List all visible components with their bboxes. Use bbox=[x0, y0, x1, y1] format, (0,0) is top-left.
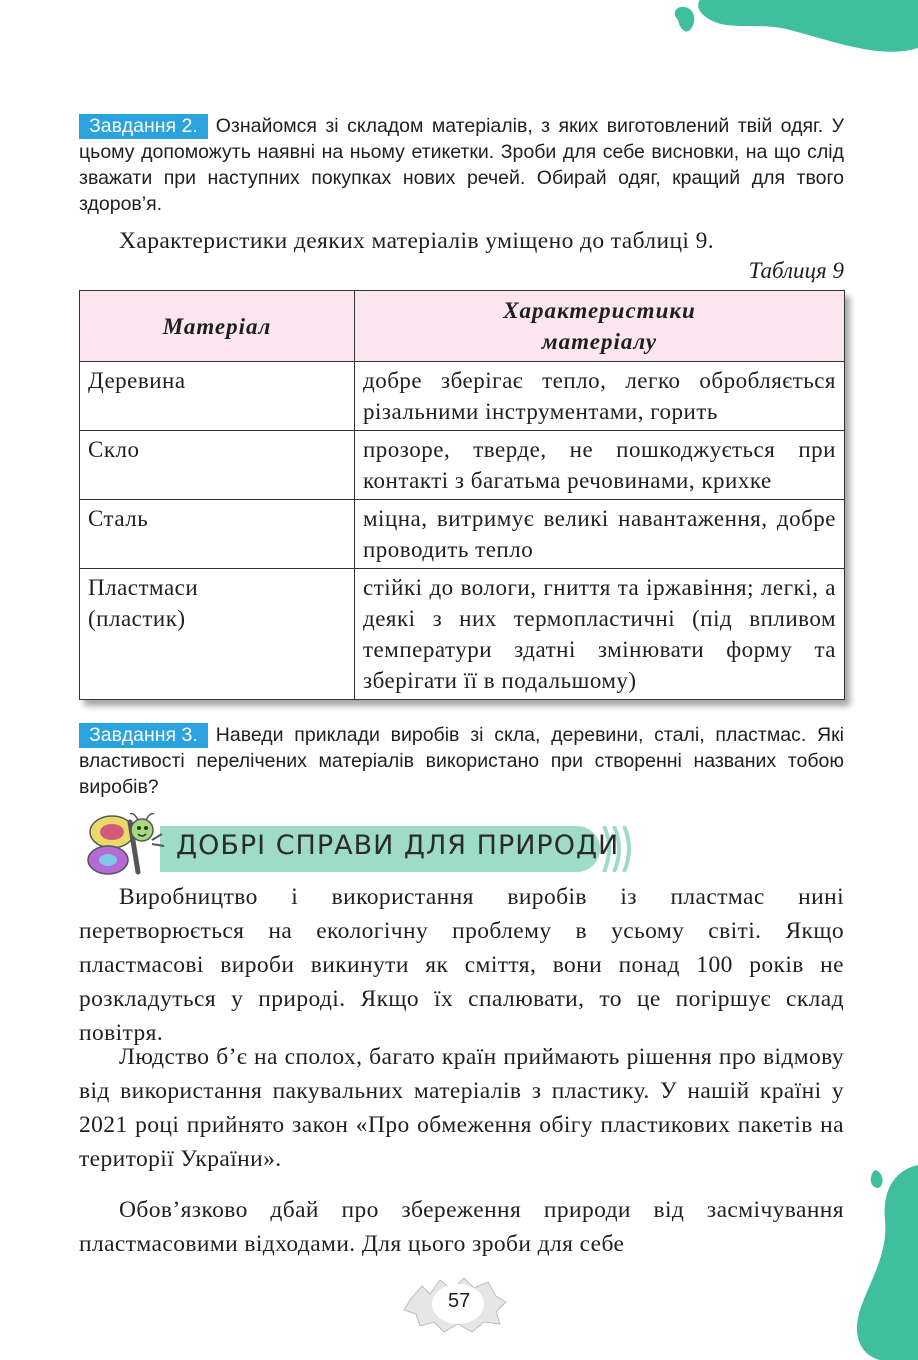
material-cell: Скло bbox=[80, 431, 355, 500]
table-row bbox=[80, 569, 845, 700]
header-material: Матеріал bbox=[80, 291, 355, 362]
section-title: ДОБРІ СПРАВИ ДЛЯ ПРИРОДИ bbox=[176, 830, 620, 861]
paragraph: Людство б’є на сполох, багато країн приймають рішення про відмову від використання пакувальних матеріалів з пластику. У нашій країні у 2021 році прийнято закон «Про обмеження обігу пластикових пакетів на території України». bbox=[79, 1044, 844, 1172]
table-row bbox=[80, 362, 845, 431]
description-cell: міцна, витримує великі навантаження, добре проводить тепло bbox=[355, 500, 845, 569]
task-2-badge: Завдання 2. bbox=[79, 114, 208, 139]
paragraph: Виробництво і використання виробів із пластмас нині перетворюється на екологічну проблему в усьому світі. Якщо пластмасові вироби викинути як сміття, вони понад 100 років не розкладуться у природі. Якщо їх спалювати, то це погіршує склад повітря. bbox=[79, 884, 844, 1046]
paragraph: Обов’язково дбай про збереження природи від засмічування пластмасовими відходами. Для цього зроби для себе bbox=[79, 1197, 844, 1257]
task-3 bbox=[79, 722, 844, 800]
description-cell: стійкі до вологи, гниття та іржавіння; легкі, а деякі з них термопластичні (під впливом температури здатні змінювати форму та зберігати її в подальшому) bbox=[355, 569, 845, 700]
task-3-badge: Завдання 3. bbox=[79, 723, 208, 748]
task-3-text: Наведи приклади виробів зі скла, деревини, сталі, пластмас. Які властивості перелічених матеріалів використано при створенні названих тобою виробів? bbox=[79, 724, 844, 798]
material-cell: Сталь bbox=[80, 500, 355, 569]
materials-table bbox=[79, 290, 845, 700]
task-2 bbox=[79, 113, 844, 217]
material-cell: Пластмаси (пластик) bbox=[80, 569, 355, 700]
table-row bbox=[80, 431, 845, 500]
table-header-row bbox=[80, 291, 845, 362]
table-intro: Характеристики деяких матеріалів уміщено до таблиці 9. bbox=[119, 228, 715, 254]
teal-corner-decoration bbox=[660, 0, 918, 70]
task-2-text: Ознайомся зі складом матеріалів, з яких виготовлений твій одяг. У цьому допоможуть наявні на ньому етикетки. Зроби для себе висновки, на що слід зважати при наступних покупках нових речей. Обирай одяг, кращий для твого здоров’я. bbox=[79, 115, 844, 215]
table-row bbox=[80, 500, 845, 569]
page-number: 57 bbox=[448, 1290, 471, 1312]
description-cell: добре зберігає тепло, легко обробляється різальними інструментами, горить bbox=[355, 362, 845, 431]
header-characteristics: Характеристики матеріалу bbox=[355, 291, 845, 362]
table-caption: Таблиця 9 bbox=[748, 258, 844, 283]
description-cell: прозоре, тверде, не пошкоджується при контакті з багатьма речовинами, крихке bbox=[355, 431, 845, 500]
teal-corner-decoration-bottom bbox=[840, 1160, 918, 1360]
butterfly-icon bbox=[86, 812, 176, 882]
material-cell: Деревина bbox=[80, 362, 355, 431]
